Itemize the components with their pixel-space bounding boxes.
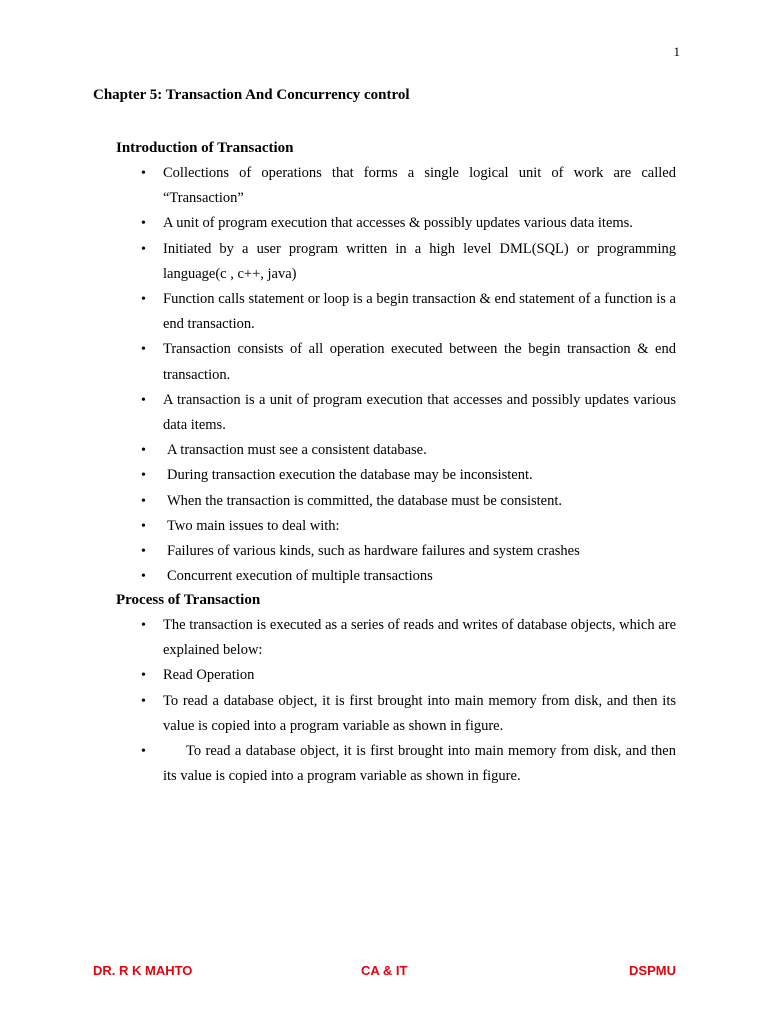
section-title-process: Process of Transaction xyxy=(116,592,261,608)
section-introduction xyxy=(116,136,676,589)
list-item: • A transaction must see a consistent database. xyxy=(116,438,676,463)
list-item: • The transaction is executed as a series of reads and writes of database objects, which are explained below: xyxy=(116,613,676,663)
list-item: • During transaction execution the database may be inconsistent. xyxy=(116,463,676,488)
page-number: 1 xyxy=(673,44,680,59)
process-bullet-list xyxy=(116,613,676,789)
list-item: • Collections of operations that forms a single logical unit of work are called “Transaction” xyxy=(116,161,676,211)
list-item: • When the transaction is committed, the database must be consistent. xyxy=(116,489,676,514)
list-item: • Initiated by a user program written in a high level DML(SQL) or programming language(c , c++, java) xyxy=(116,237,676,287)
list-item: • Transaction consists of all operation executed between the begin transaction & end transaction. xyxy=(116,337,676,387)
list-item: • Function calls statement or loop is a begin transaction & end statement of a function is a end transaction. xyxy=(116,287,676,337)
page-footer xyxy=(93,963,676,981)
footer-institution: DSPMU xyxy=(629,963,676,978)
footer-author: DR. R K MAHTO xyxy=(93,963,193,978)
list-item: • To read a database object, it is first brought into main memory from disk, and then its value is copied into a program variable as shown in figure. xyxy=(116,689,676,739)
list-item: • Concurrent execution of multiple transactions xyxy=(116,564,676,589)
list-item: • Failures of various kinds, such as hardware failures and system crashes xyxy=(116,539,676,564)
list-item: • Two main issues to deal with: xyxy=(116,514,676,539)
chapter-title: Chapter 5: Transaction And Concurrency control xyxy=(93,87,410,103)
list-item: • A unit of program execution that accesses & possibly updates various data items. xyxy=(116,211,676,236)
footer-department: CA & IT xyxy=(361,963,408,978)
list-item: • Read Operation xyxy=(116,663,676,688)
section-title-introduction: Introduction of Transaction xyxy=(116,140,294,156)
list-item: • A transaction is a unit of program execution that accesses and possibly updates various data items. xyxy=(116,388,676,438)
list-item: • To read a database object, it is first brought into main memory from disk, and then its value is copied into a program variable as shown in figure. xyxy=(116,739,676,789)
introduction-bullet-list xyxy=(116,161,676,589)
section-process xyxy=(116,588,676,789)
